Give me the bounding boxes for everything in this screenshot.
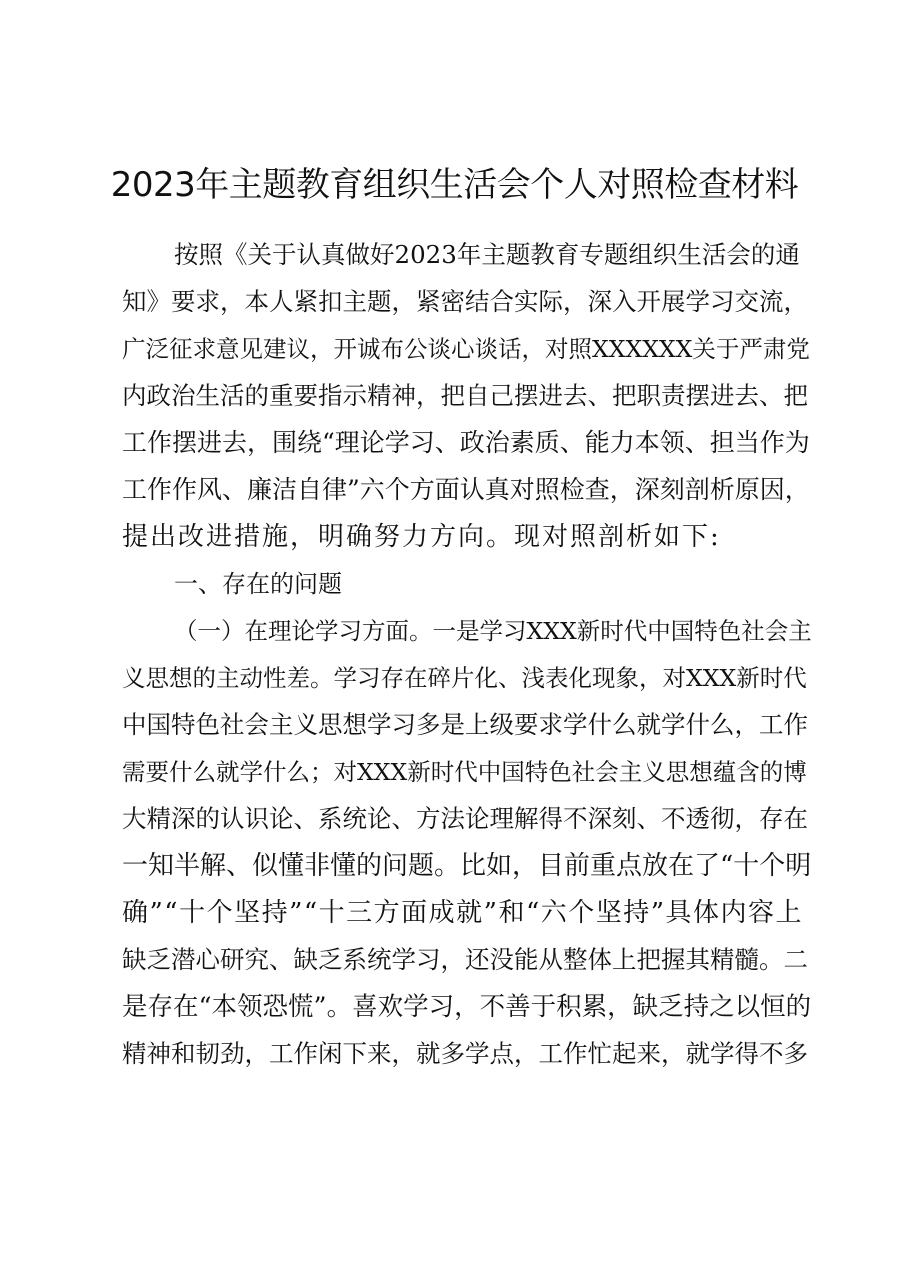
intro-line-6: 工作作风、廉洁自律”六个方面认真对照检查，深刻剖析原因， (122, 475, 810, 504)
intro-line-7: 提出改进措施，明确努力方向。现对照剖析如下: (122, 522, 721, 552)
section-line-3: 中国特色社会主义思想学习多是上级要求学什么就学什么，工作 (122, 710, 808, 739)
section-line-1: （一）在理论学习方面。一是学习XXX新时代中国特色社会主 (174, 617, 812, 645)
intro-line-1: 按照《关于认真做好2023年主题教育专题组织生活会的通 (174, 240, 800, 269)
section-line-4: 需要什么就学什么；对XXX新时代中国特色社会主义思想蕴含的博 (122, 758, 807, 786)
section-line-8: 缺乏潜心研究、缺乏系统学习，还没能从整体上把握其精髓。二 (122, 945, 808, 974)
intro-line-5: 工作摆进去，围绕“理论学习、政治素质、能力本领、担当作为 (122, 428, 810, 457)
section-line-5: 大精深的认识论、系统论、方法论理解得不深刻、不透彻，存在 (122, 804, 808, 833)
section-line-7: 确”“十个坚持”“十三方面成就”和“六个坚持”具体内容上 (122, 898, 804, 928)
section-line-10: 精神和韧劲，工作闲下来，就多学点，工作忙起来，就学得不多 (122, 1039, 808, 1068)
intro-line-4: 内政治生活的重要指示精神，把自己摆进去、把职责摆进去、把 (122, 381, 808, 410)
document-title: 2023年主题教育组织生活会个人对照检查材料 (110, 165, 799, 205)
section-line-2: 义思想的主动性差。学习存在碎片化、浅表化现象，对XXX新时代 (122, 664, 807, 692)
section-line-9: 是存在“本领恐慌”。喜欢学习，不善于积累，缺乏持之以恒的 (122, 992, 812, 1022)
section-line-6: 一知半解、似懂非懂的问题。比如，目前重点放在了“十个明 (122, 851, 812, 881)
section-heading: 一、存在的问题 (174, 570, 342, 598)
intro-line-2: 知》要求，本人紧扣主题，紧密结合实际，深入开展学习交流， (122, 287, 808, 316)
intro-line-3: 广泛征求意见建议，开诚布公谈心谈话，对照XXXXXX关于严肃党 (122, 335, 810, 363)
